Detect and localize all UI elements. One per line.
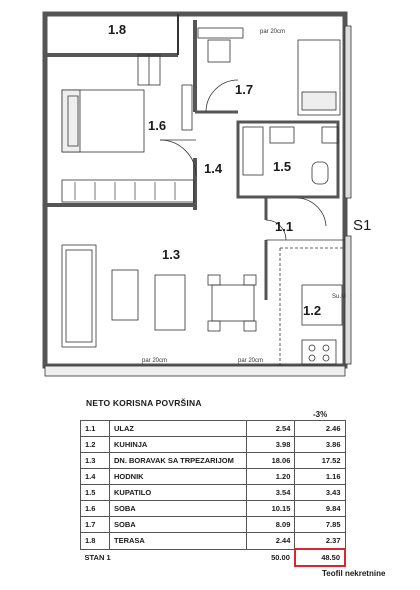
- table-row: [81, 485, 346, 501]
- coffee-table: [112, 270, 138, 320]
- table-row: [81, 469, 346, 485]
- table-cell: 1.5: [81, 485, 110, 501]
- table-cell: 3.43: [295, 485, 345, 501]
- table-cell: SOBA: [110, 501, 247, 517]
- table-cell: 3.86: [295, 437, 345, 453]
- table-row: [81, 533, 346, 550]
- cabinet: [322, 127, 338, 143]
- area-table: [80, 420, 346, 567]
- table-cell: ULAZ: [110, 421, 247, 437]
- stove: [302, 340, 336, 364]
- table-cell: SOBA: [110, 517, 247, 533]
- table-cell: DN. BORAVAK SA TRPEZARIJOM: [110, 453, 247, 469]
- table-cell: 3.54: [247, 485, 295, 501]
- table-cell: 1.4: [81, 469, 110, 485]
- facade-strip-lower: [345, 236, 351, 364]
- entrance-label: S1: [353, 217, 372, 234]
- table-row: [81, 501, 346, 517]
- table-row: [81, 517, 346, 533]
- room-label-1-7: 1.7: [235, 82, 254, 97]
- table-cell: 18.06: [247, 453, 295, 469]
- sink: [270, 127, 294, 143]
- sofa: [62, 245, 96, 347]
- table-cell: 17.52: [295, 453, 345, 469]
- toilet: [312, 162, 328, 184]
- shower: [243, 127, 263, 175]
- armchair: [155, 275, 185, 330]
- window-note-top: par 20cm: [260, 29, 286, 35]
- table-cell: 1.16: [295, 469, 345, 485]
- table-cell: 1.8: [81, 533, 110, 550]
- window-note-bottom-left: par 20cm: [142, 358, 168, 364]
- table-cell: TERASA: [110, 533, 247, 550]
- room-label-1-2: 1.2: [303, 303, 322, 318]
- window-band: [45, 366, 345, 376]
- total-label: STAN 1: [84, 553, 111, 563]
- appliance-label: Su.M: [332, 294, 347, 300]
- table-cell: 10.15: [247, 501, 295, 517]
- table-cell: 2.54: [247, 421, 295, 437]
- total-row: [81, 549, 346, 566]
- brand-name: Teofil nekretnine: [322, 569, 386, 578]
- room-label-1-8: 1.8: [108, 22, 127, 37]
- table-cell: KUHINJA: [110, 437, 247, 453]
- table-cell: 1.7: [81, 517, 110, 533]
- table-row: [81, 421, 346, 437]
- table-row: [81, 437, 346, 453]
- dining-table: [212, 285, 254, 321]
- table-cell: HODNIK: [110, 469, 247, 485]
- desk-chair: [208, 40, 230, 62]
- table-cell: 1.3: [81, 453, 110, 469]
- table-cell: 1.20: [247, 469, 295, 485]
- room-label-1-5: 1.5: [273, 159, 292, 174]
- room-label-1-3: 1.3: [162, 247, 181, 262]
- room-label-1-4: 1.4: [204, 161, 223, 176]
- room-label-1-6: 1.6: [148, 118, 167, 133]
- table-cell: 7.85: [295, 517, 345, 533]
- door-swing-1-6: [160, 140, 196, 176]
- table-cell: 2.37: [295, 533, 345, 550]
- room-label-1-1: 1.1: [275, 219, 294, 234]
- table-cell: KUPATILO: [110, 485, 247, 501]
- table-cell: 1.2: [81, 437, 110, 453]
- window-note-bottom-right: par 20cm: [238, 358, 264, 364]
- table-row: [81, 453, 346, 469]
- facade-strip: [345, 26, 351, 198]
- total-area: 50.00: [271, 553, 290, 563]
- table-cell: 1.1: [81, 421, 110, 437]
- table-cell: 8.09: [247, 517, 295, 533]
- table-cell: 2.46: [295, 421, 345, 437]
- table-cell: 3.98: [247, 437, 295, 453]
- door-swing-1-7: [206, 80, 238, 112]
- table-cell: 9.84: [295, 501, 345, 517]
- table-cell: 1.6: [81, 501, 110, 517]
- total-reduced: 48.50: [295, 549, 345, 566]
- area-title: NETO KORISNA POVRŠINA: [86, 398, 202, 408]
- wardrobe: [62, 180, 194, 202]
- reduction-header: -3%: [313, 410, 328, 419]
- door-swing-entrance: [298, 198, 326, 226]
- table-cell: 2.44: [247, 533, 295, 550]
